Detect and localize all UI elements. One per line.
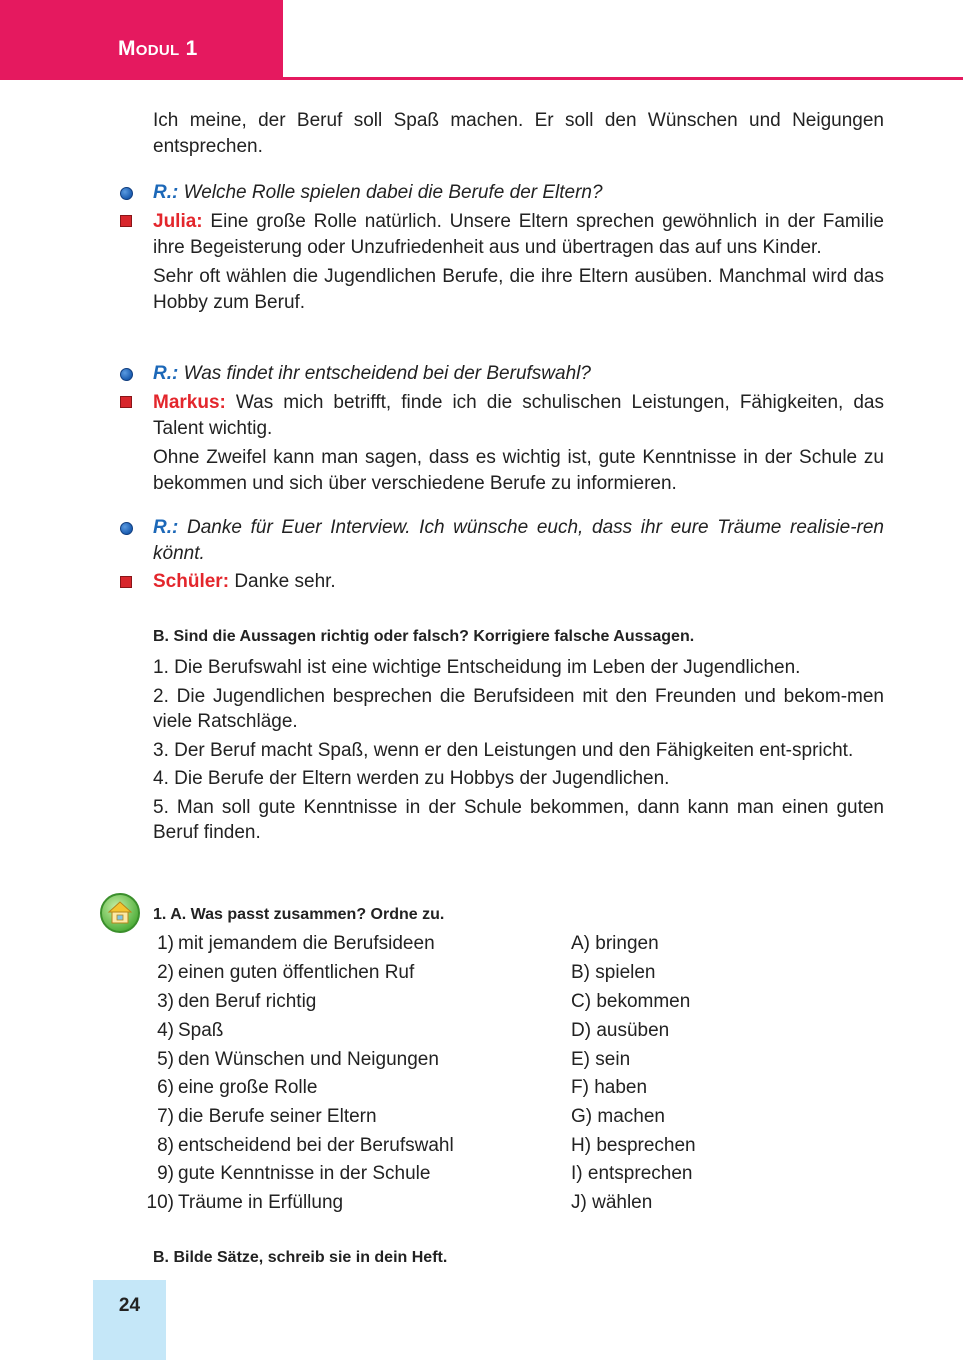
statement-item: 2. Die Jugendlichen besprechen die Berufsideen mit den Freunden und bekom-men viele Ratschläge. [153, 685, 884, 732]
interviewer-bullet-icon [120, 522, 133, 535]
match-row: 5) den Wünschen und Neigungen E) sein [157, 1049, 631, 1070]
dialog-line-interviewer: R.: Was findet ihr entscheidend bei der Berufswahl? [153, 363, 591, 384]
page-number-box [93, 1280, 166, 1360]
speaker-bullet-icon [120, 215, 132, 227]
module-title: MODUL 1 [118, 37, 198, 60]
task-b-list [153, 655, 884, 846]
interviewer-bullet-icon [120, 187, 133, 200]
match-row: 3) den Beruf richtig C) bekommen [157, 991, 691, 1012]
homework-heading: 1. A. Was passt zusammen? Ordne zu. [153, 906, 445, 923]
match-row: 10) Träume in Erfüllung J) wählen [146, 1192, 653, 1213]
dialog-line-interviewer: R.: Welche Rolle spielen dabei die Berufe der Eltern? [153, 182, 603, 203]
dialog-line-interviewer: R.: Danke für Euer Interview. Ich wünsche euch, dass ihr eure Träume realisie-ren könnt. [153, 517, 884, 564]
statement-item: 1. Die Berufswahl ist eine wichtige Entscheidung im Leben der Jugendlichen. [153, 657, 801, 678]
dialog-line-markus: Markus: Was mich betrifft, finde ich die schulischen Leistungen, Fähigkeiten, das Talent wichtig. Ohne Zweifel kann man sagen, dass es wichtig ist, gute Kenntnisse in der Schule zu bekommen und sich über verschiedene Berufe zu informieren. [153, 392, 885, 494]
match-row: 2) einen guten öffentlichen Ruf B) spielen [157, 962, 656, 983]
match-row: 6) eine große Rolle F) haben [157, 1077, 648, 1098]
dialog-line-julia: Julia: Eine große Rolle natürlich. Unsere Eltern sprechen gewöhnlich in der Familie ihre Begeisterung oder Unzufriedenheit aus und übertragen das auf uns Kinder. Sehr oft wählen die Jugendlichen Berufe, die ihre Eltern ausüben. Manchmal wird das Hobby zum Beruf. [153, 211, 884, 313]
match-row: 4) Spaß D) ausüben [157, 1020, 670, 1041]
page-number: 24 [118, 1295, 141, 1316]
match-row: 9) gute Kenntnisse in der Schule I) entsprechen [157, 1163, 693, 1184]
match-row: 1) mit jemandem die Berufsideen A) bringen [157, 933, 659, 954]
house-icon [100, 893, 140, 933]
homework-b-heading: B. Bilde Sätze, schreib sie in dein Heft. [153, 1249, 448, 1266]
task-b-heading: B. Sind die Aussagen richtig oder falsch? Korrigiere falsche Aussagen. [153, 628, 695, 645]
statement-item: 4. Die Berufe der Eltern werden zu Hobbys der Jugendlichen. [153, 768, 670, 789]
speaker-bullet-icon [120, 396, 132, 408]
match-row: 8) entscheidend bei der Berufswahl H) besprechen [157, 1135, 696, 1156]
intro-paragraph: Ich meine, der Beruf soll Spaß machen. Er soll den Wünschen und Neigungen entsprechen. [153, 110, 884, 157]
speaker-bullet-icon [120, 576, 132, 588]
header-rule [283, 77, 963, 80]
statement-item: 5. Man soll gute Kenntnisse in der Schule bekommen, dann kann man einen guten Beruf finden. [153, 796, 884, 843]
match-row: 7) die Berufe seiner Eltern G) machen [157, 1106, 665, 1127]
dialog-line-schueler: Schüler: Danke sehr. [153, 571, 336, 592]
statement-item: 3. Der Beruf macht Spaß, wenn er den Leistungen und den Fähigkeiten ent-spricht. [153, 739, 854, 761]
interviewer-bullet-icon [120, 368, 133, 381]
